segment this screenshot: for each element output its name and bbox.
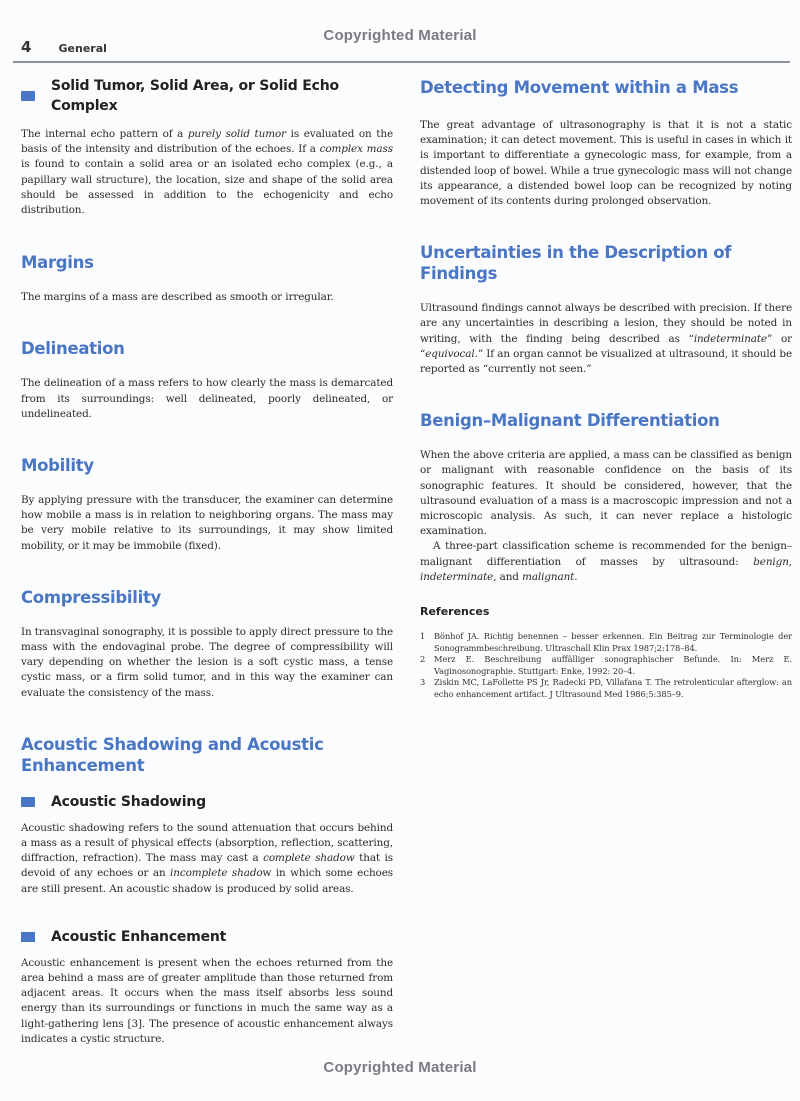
section-heading: Uncertainties in the Description of Findings (420, 243, 732, 284)
reference-text: Bönhof JA. Richtig benennen – besser erkennen. Ein Beitrag zur Terminologie der Sonogrammbeschreibung. Ultraschall Klin Prax 1987;2:178–84. (434, 631, 792, 653)
heading-text: Acoustic Shadowing (51, 793, 206, 810)
header-rule (13, 61, 790, 63)
reference-number: 2 (420, 654, 426, 665)
paragraph: The delineation of a mass refers to how clearly the mass is demarcated from its surroundings: well delineated, poorly delineated, or undelineated. (21, 377, 393, 420)
paragraph: In transvaginal sonography, it is possible to apply direct pressure to the mass with the endovaginal probe. The degree of compressibility will vary depending on whether the lesion is a soft cystic mass, a tense cystic mass, or a firm solid tumor, and in this way the examiner can evaluate the consistency of the mass. (21, 625, 393, 699)
reference-item (420, 654, 792, 677)
section-compressibility (21, 587, 393, 701)
references-title: References (420, 605, 490, 619)
paragraph: By applying pressure with the transducer, the examiner can determine how mobile a mass is in relation to neighboring organs. The mass may be very mobile relative to its surroundings, it may show limited mobility, or it may be immobile (fixed). (21, 494, 393, 552)
paragraph: Acoustic shadowing refers to the sound attenuation that occurs behind a mass as a result of physical effects (absorption, reflection, scattering, diffraction, refraction). The mass may cast a complete shadow that is devoid of any echoes or an incomplete shadow in which some echoes are still present. An acoustic shadow is produced by solid areas. (21, 821, 393, 895)
paragraph: The margins of a mass are described as smooth or irregular. (21, 291, 334, 304)
paragraph: A three-part classification scheme is recommended for the benign–malignant differentiation of masses by ultrasound: benign, indeterminate, and malignant. (420, 540, 792, 583)
left-column (21, 76, 393, 1047)
paragraph: Ultrasound findings cannot always be described with precision. If there are any uncertainties in describing a lesion, they should be noted in writing, with the finding being described as “indeterminate” or “equivocal.” If an organ cannot be visualized at ultrasound, it should be reported as “currently not seen.” (420, 302, 792, 376)
paragraph: The internal echo pattern of a purely solid tumor is evaluated on the basis of the intensity and distribution of the echoes. If a complex mass is found to contain a solid area or an isolated echo complex (e.g., a papillary wall structure), the location, size and shape of the solid area should be assessed in addition to the echogenicity and echo distribution. (21, 128, 393, 217)
subsection-heading (21, 792, 393, 812)
section-benign-malignant (420, 410, 792, 585)
section-acoustic (21, 734, 393, 1047)
reference-item (420, 631, 792, 654)
reference-item (420, 677, 792, 700)
subsection-heading (21, 76, 393, 116)
reference-list (420, 631, 792, 701)
section-heading: Compressibility (21, 587, 161, 607)
section-delineation (21, 338, 393, 422)
heading-text: Acoustic Enhancement (51, 928, 227, 945)
references (420, 605, 792, 701)
paragraph: The great advantage of ultrasonography is that it is not a static examination; it can detect movement. This is useful in cases in which it is important to differentiate a gynecologic mass, for example, from a distended loop of bowel. While a true gynecologic mass will not change its appearance, a distended bowel loop can be recognized by noting movement of its contents during prolonged observation. (420, 119, 792, 208)
copyright-watermark-top: Copyrighted Material (323, 27, 477, 44)
subsection-heading (21, 927, 393, 947)
section-margins (21, 252, 393, 305)
running-head (21, 37, 107, 56)
reference-number: 3 (420, 677, 426, 688)
square-marker-icon (21, 91, 35, 101)
page-number: 4 (21, 38, 32, 56)
heading-text: Solid Tumor, Solid Area, or Solid Echo Complex (51, 78, 339, 114)
copyright-watermark-bottom: Copyrighted Material (323, 1059, 477, 1076)
paragraph: Acoustic enhancement is present when the echoes returned from the area behind a mass are of greater amplitude than those returned from adjacent areas. It occurs when the mass itself absorbs less sound energy than its surroundings or functions in much the same way as a light-gathering lens [3]. The presence of acoustic enhancement always indicates a cystic structure. (21, 956, 393, 1045)
square-marker-icon (21, 932, 35, 942)
reference-text: Merz E. Beschreibung auffälliger sonographischer Befunde. In: Merz E. Vaginosonographie. Stuttgart: Enke, 1992: 20–4. (434, 654, 792, 676)
square-marker-icon (21, 797, 35, 807)
section-uncertainties (420, 242, 792, 377)
section-movement (420, 77, 792, 209)
reference-text: Ziskin MC, LaFollette PS Jr, Radecki PD, Villafana T. The retrolenticular afterglow: an echo enhancement artifact. J Ultrasound Med 1986;5:385–9. (434, 677, 792, 700)
section-heading: Mobility (21, 456, 94, 476)
running-section-title: General (58, 42, 107, 55)
section-heading: Delineation (21, 339, 125, 359)
paragraph: When the above criteria are applied, a mass can be classified as benign or malignant with reasonable confidence on the basis of its sonographic features. It should be considered, however, that the ultrasound evaluation of a mass is a macroscopic impression and not a microscopic analysis. As such, it can never replace a histologic examination. (420, 449, 792, 538)
section-mobility (21, 455, 393, 554)
right-column (420, 77, 792, 701)
section-solid-tumor (21, 76, 393, 218)
reference-number: 1 (420, 631, 426, 642)
section-heading: Margins (21, 253, 94, 273)
section-heading: Detecting Movement within a Mass (420, 78, 739, 97)
section-heading: Acoustic Shadowing and Acoustic Enhancement (21, 734, 324, 775)
section-heading: Benign–Malignant Differentiation (420, 411, 720, 431)
